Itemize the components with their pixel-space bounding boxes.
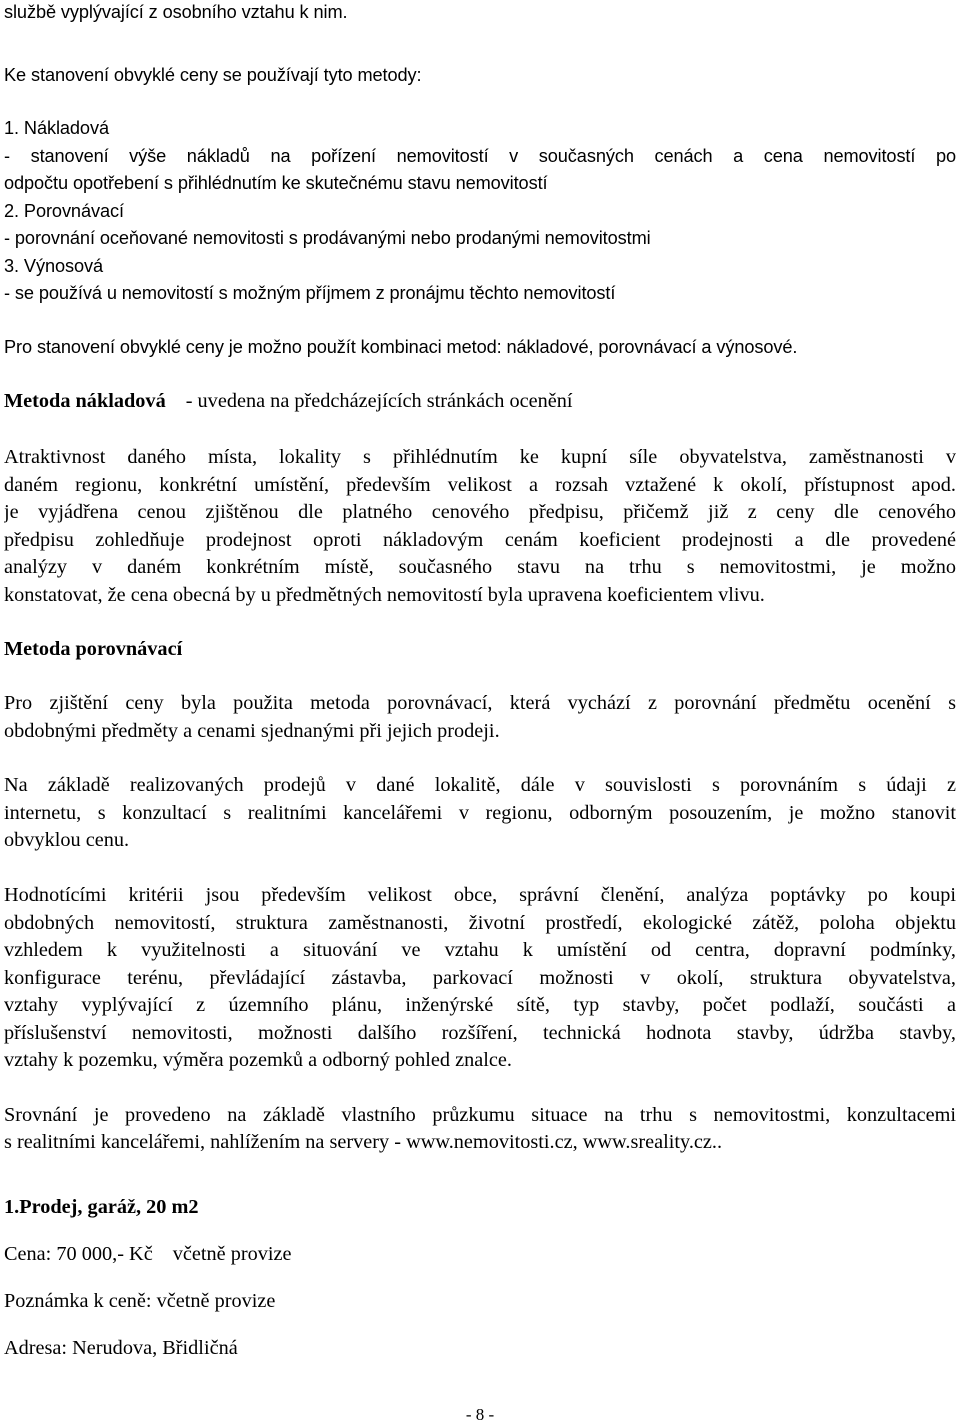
paragraph-line: konstatovat, že cena obecná by u předmětných nemovitostí byla upravena koeficientem vlivu. xyxy=(4,584,765,606)
method-1-desc-cont: odpočtu opotřebení s přihlédnutím ke skutečnému stavu nemovitostí xyxy=(4,173,548,193)
naklad-note: - uvedena na předcházejících stránkách ocenění xyxy=(185,390,573,412)
method-1-title: 1. Nákladová xyxy=(4,118,109,138)
naklad-heading-row xyxy=(4,390,956,413)
method-3-desc: - se používá u nemovitostí s možným příjmem z pronájmu těchto nemovitostí xyxy=(4,283,616,303)
paragraph-line: je vyjádřena cenou zjištěnou dle platného cenového předpisu, přičemž již z ceny dle cenového xyxy=(4,501,956,523)
paragraph-line: konfigurace terénu, převládající zástavba, parkovací možnosti v okolí, struktura obyvatelstva, xyxy=(4,967,956,989)
method-2-desc: - porovnání oceňované nemovitosti s prodávanými nebo prodanými nemovitostmi xyxy=(4,228,651,248)
methods-combination: Pro stanovení obvyklé ceny je možno použít kombinaci metod: nákladové, porovnávací a výnosové. xyxy=(4,337,798,357)
method-3-title: 3. Výnosová xyxy=(4,256,103,276)
paragraph-line: internetu, s konzultací s realitními kancelářemi v regionu, odborným posouzením, je možno stanovit xyxy=(4,802,956,824)
sale-note: Poznámka k ceně: včetně provize xyxy=(4,1290,276,1312)
paragraph-line: Atraktivnost daného místa, lokality s přihlédnutím ke kupní síle obyvatelstva, zaměstnanosti v xyxy=(4,446,956,468)
paragraph-line: analýzy v daném konkrétním místě, současného stavu na trhu s nemovitostmi, je možno xyxy=(4,556,956,578)
paragraph-line: obdobnými předměty a cenami sjednanými při jejich prodeji. xyxy=(4,720,500,742)
porov-heading: Metoda porovnávací xyxy=(4,638,183,660)
paragraph-line: Na základě realizovaných prodejů v dané lokalitě, dále v souvislosti s porovnáním s údaji z xyxy=(4,774,956,796)
sale-title: 1.Prodej, garáž, 20 m2 xyxy=(4,1196,199,1218)
paragraph-line: Hodnotícími kritérii jsou především velikost obce, správní členění, analýza poptávky po koupi xyxy=(4,884,956,906)
paragraph-line: obdobných nemovitostí, struktura zaměstnanosti, životní prostředí, ekologické zátěž, poloha objektu xyxy=(4,912,956,934)
sale-price-row xyxy=(4,1243,956,1266)
paragraph-line: příslušenství nemovitosti, možnosti dalšího rozšíření, technická hodnota stavby, údržba stavby, xyxy=(4,1022,956,1044)
paragraph-line: předpisu zohledňuje prodejnost oproti nákladovým cenám koeficient prodejnosti a dle provedené xyxy=(4,529,956,551)
paragraph-line: daném regionu, konkrétní umístění, především velikost a rozsah vztažené k okolí, přístupnost apod. xyxy=(4,474,956,496)
sale-price-note: včetně provize xyxy=(172,1243,292,1265)
page-number: - 8 - xyxy=(465,1405,495,1424)
paragraph-line: vztahy vyplývající z územního plánu, inženýrské sítě, typ stavby, počet podlaží, součásti a xyxy=(4,994,956,1016)
naklad-heading: Metoda nákladová xyxy=(4,390,166,412)
paragraph-line: obvyklou cenu. xyxy=(4,829,130,851)
intro-methods-line: Ke stanovení obvyklé ceny se používají tyto metody: xyxy=(4,65,422,85)
paragraph-line: vzhledem k využitelnosti a situování ve vztahu k umístění od centra, dopravní podmínky, xyxy=(4,939,956,961)
method-2-title: 2. Porovnávací xyxy=(4,201,124,221)
sale-address: Adresa: Nerudova, Břidličná xyxy=(4,1337,238,1359)
method-1-desc: - stanovení výše nákladů na pořízení nemovitostí v současných cenách a cena nemovitostí po xyxy=(4,146,956,166)
sale-price: Cena: 70 000,- Kč xyxy=(4,1243,153,1265)
paragraph-line: Srovnání je provedeno na základě vlastního průzkumu situace na trhu s nemovitostmi, konzultacemi xyxy=(4,1104,956,1126)
intro-line: službě vyplývající z osobního vztahu k nim. xyxy=(4,2,348,22)
paragraph-line: Pro zjištění ceny byla použita metoda porovnávací, která vychází z porovnání předmětu ocenění s xyxy=(4,692,956,714)
paragraph-line: s realitními kancelářemi, nahlížením na servery - www.nemovitosti.cz, www.sreality.cz.. xyxy=(4,1131,723,1153)
paragraph-line: vztahy k pozemku, výměra pozemků a odborný pohled znalce. xyxy=(4,1049,512,1071)
